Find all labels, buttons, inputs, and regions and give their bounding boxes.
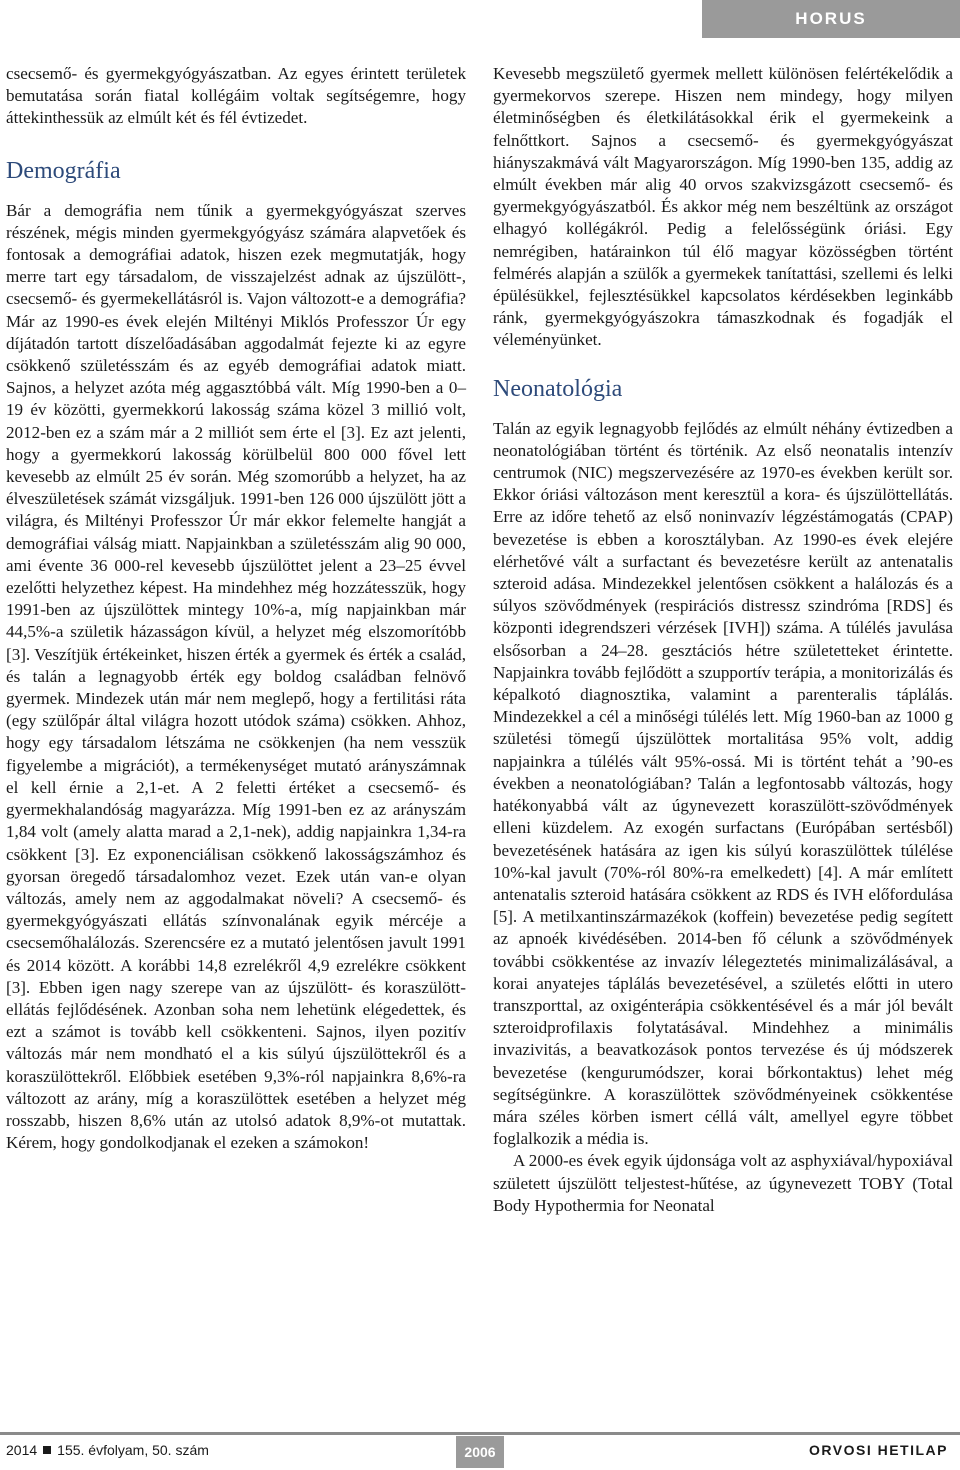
footer-issue-info [6, 1442, 209, 1458]
footer-volume: 155. évfolyam, 50. szám [57, 1442, 209, 1458]
heading-demografia: Demográfia [6, 157, 121, 184]
right-column [493, 63, 953, 1217]
square-bullet-icon [43, 1446, 51, 1454]
page-number: 2006 [456, 1436, 504, 1468]
left-column [6, 63, 466, 1154]
heading-neonatologia: Neonatológia [493, 375, 623, 402]
footer-year: 2014 [6, 1442, 38, 1458]
section-header-label: HORUS [795, 9, 867, 28]
neonatologia-paragraph: Talán az egyik legnagyobb fejlődés az elmúlt néhány évtizedben a neonatológiában történt és történik. Az első neonatalis intenzív centrumok (NIC) megszervezésére az 1970-es években került sor. Ekkor óriási változáson ment keresztül a kora- és újszülöttellátás. Erre az időre tehető az első noninvazív légzéstámogatás (CPAP) bevezetése is ebben a korosztályban. Az 1990-es évek elejére elérhetővé vált a surfactant és bevezetésre került az antenatalis szteroid adása. Mindezekkel jelentősen csökkent a halálozás és a súlyos szövődmények (respirációs distressz szindróma [RDS] és központi idegrendszeri vérzések [IVH]) száma. A túlélés javulása elsősorban a 24–28. gesztációs hétre születetteket érintette. Napjainkra tovább fejlődött a szupportív terápia, a monitorizálás és képalkotó diagnosztika, valamint a parenteralis táplálás. Mindezekkel a cél a minőségi túlélés lett. Míg 1960-ban az 1000 g születési tömegű újszülöttek mortalitása 95% volt, addig napjainkra a túlélés vált 95%-ossá. Mi is történt tehát a ’90-es években a neonatológiában? Talán a legfontosabb változás, hogy hatékonyabbá vált az úgynevezett koraszülött-szövődmények elleni küzdelem. Az exogén surfactans (Európában sertésből) bevezetésének hatására az igen kis súlyú koraszülöttek túlélése 10%-kal javult (70%-ról 80%-ra emelkedett) [4]. A már említett antenatalis szteroid hatására csökkent az RDS és IVH előfordulása [5]. A metilxantinszármazékok (koffein) bevezetése pedig segített az apnoék kivédésében. 2014-ben fő célunk a szövődmények további csökkentése az invazív lélegeztetés minimalizálásával, a korai anyatejes táplálás bevezetésével, a születés előtti in utero transzporttal, az oxigénterápia csökkentésével és a már jól bevált szteroidprofilaxis folytatásával. Mindehhez a minimális invazivitás, a beavatkozások pontos tervezése és új módszerek bevezetése (kengurumódszer, korai bőrkontaktus) lehet még segítségünkre. A koraszülöttek szövődményeinek csökkentése mára széles körben ismert céllá vált, amellyel egyre többet foglalkozik a média is. [493, 418, 953, 1149]
intro-paragraph: csecsemő- és gyermekgyógyászatban. Az egyes érintett területek bemutatása során fiatal kollégáim voltak segítségemre, hogy áttekinthessük az elmúlt két és fél évtizedet. [6, 64, 466, 128]
demografia-paragraph: Bár a demográfia nem tűnik a gyermekgyógyászat szerves részének, mégis minden gyermekgyógyász számára alapvetőek és fontosak a demográfiai adatok, hiszen ezek megmutatják, hogy merre tart egy társadalom, de visszajelzést adnak az újszülött-, csecsemő- és gyermekellátásról is. Vajon változott-e a demográfia? Már az 1990-es évek elején Miltényi Miklós Professzor Úr egy díjátadón tartott díszelőadásában aggodalmát fejezte ki az egyre csökkenő születésszám és az egyéb demográfiai adatok miatt. Sajnos, a helyzet azóta még aggasztóbbá vált. Míg 1990-ben a 0–19 év közötti, gyermekkorú lakosság száma közel 3 millió volt, 2012-ben ez a szám már a 2 milliót sem érte el [3]. Ez azt jelenti, hogy a gyermekkorú lakosság körülbelül 800 000 fővel lett kevesebb az elmúlt 25 év során. Még szomorúbb a helyzet, ha az élveszületések számát vizsgáljuk. 1991-ben 126 000 újszülött jött a világra, és Miltényi Professzor Úr már ekkor felemelte hangját a demográfiai válság miatt. Napjainkban a születésszám alig 90 000, ami évente 36 000-rel kevesebb újszülöttet jelent a 23–25 évvel ezelőtti helyzethez képest. Ha mindehhez még hozzátesszük, hogy 1991-ben az újszülöttek mintegy 10%-a, míg napjainkban már 44,5%-a születik házasságon kívül, a helyzet még elszomorítóbb [3]. Veszítjük értékeinket, hiszen érték a gyermek és érték a család, és talán a legnagyobb érték egy boldog családban felnövő gyermek. Mindezek után már nem meglepő, hogy a fertilitási ráta (egy szülőpár által világra hozott utódok száma) csökken. Ahhoz, hogy egy társadalom létszáma ne csökkenjen (ha nem vesszük figyelembe a migrációt), a termékenységet mutató arányszámnak el kell érnie a 2,1-et. A 2 feletti értéket a csecsemő- és gyermekhalandóság magyarázza. Míg 1991-ben ez az arányszám 1,84 volt (amely alatta marad a 2,1-nek), addig napjainkra 1,34-ra csökkent [3]. Ez exponenciálisan csökkenő lakosságszámhoz és gyorsan öregedő társadalomhoz vezet. Ezek után van-e olyan változás, amely nem az aggodalmakat növeli? A csecsemő- és gyermekgyógyászati ellátás színvonalának egyik mércéje a csecsemőhalálozás. Szerencsére ez a mutató jelentősen javult 1991 és 2014 között. A korábbi 14,8 ezrelékről 4,9 ezrelékre csökkent [3]. Ebben igen nagy szerepe van az újszülött- és koraszülött-ellátás fejlődésének. Azonban soha nem lehetünk elégedettek, és ezt a számot is tovább kell csökkenteni. Sajnos, ilyen pozitív változás már nem mondható el a kis súlyú újszülöttekről és a koraszülöttekről. Előbbiek esetében 9,3%-ról napjainkra 8,6%-ra változott az arány, míg a koraszülöttek esetében a helyzet még rosszabb, hiszen 8,6% után az utolsó adatok 8,9%-ot mutattak. Kérem, hogy gondolkodjanak el ezeken a számokon! [6, 200, 466, 1153]
toby-paragraph: A 2000-es évek egyik újdonsága volt az asphyxiával/hypoxiával született újszülött teljestest-hűtése, az úgynevezett TOBY (Total Body Hypothermia for Neonatal [493, 1151, 953, 1215]
footer-divider [0, 1432, 960, 1435]
section-header-tab [702, 0, 960, 38]
gyermekorvos-paragraph: Kevesebb megszülető gyermek mellett különösen felértékelődik a gyermekorvos szerepe. Hiszen nem mindegy, hogy milyen életminőségben és életkilátásokkal érik el gyermekeink a felnőttkort. Sajnos a csecsemő- és gyermekgyógyászat hiányszakmává vált Magyarországon. Míg 1990-ben 135, addig az elmúlt években már alig 40 orvos szakvizsgázott csecsemő- és gyermekgyógyászatból. És akkor még nem beszéltünk az országot elhagyó kollégákról. Pedig a felelősségünk óriási. Egy nemrégiben, határainkon túl élő magyar közösségben történt felmérés alapján a szülők a gyermekek tanítattási, szellemi és lelki épülésükkel, fejlesztésükkel kapcsolatos kérdésekben leginkább ránk, gyermekgyógyászokra támaszkodnak és fogadják el véleményünket. [493, 64, 953, 350]
journal-name: ORVOSI HETILAP [809, 1442, 948, 1458]
